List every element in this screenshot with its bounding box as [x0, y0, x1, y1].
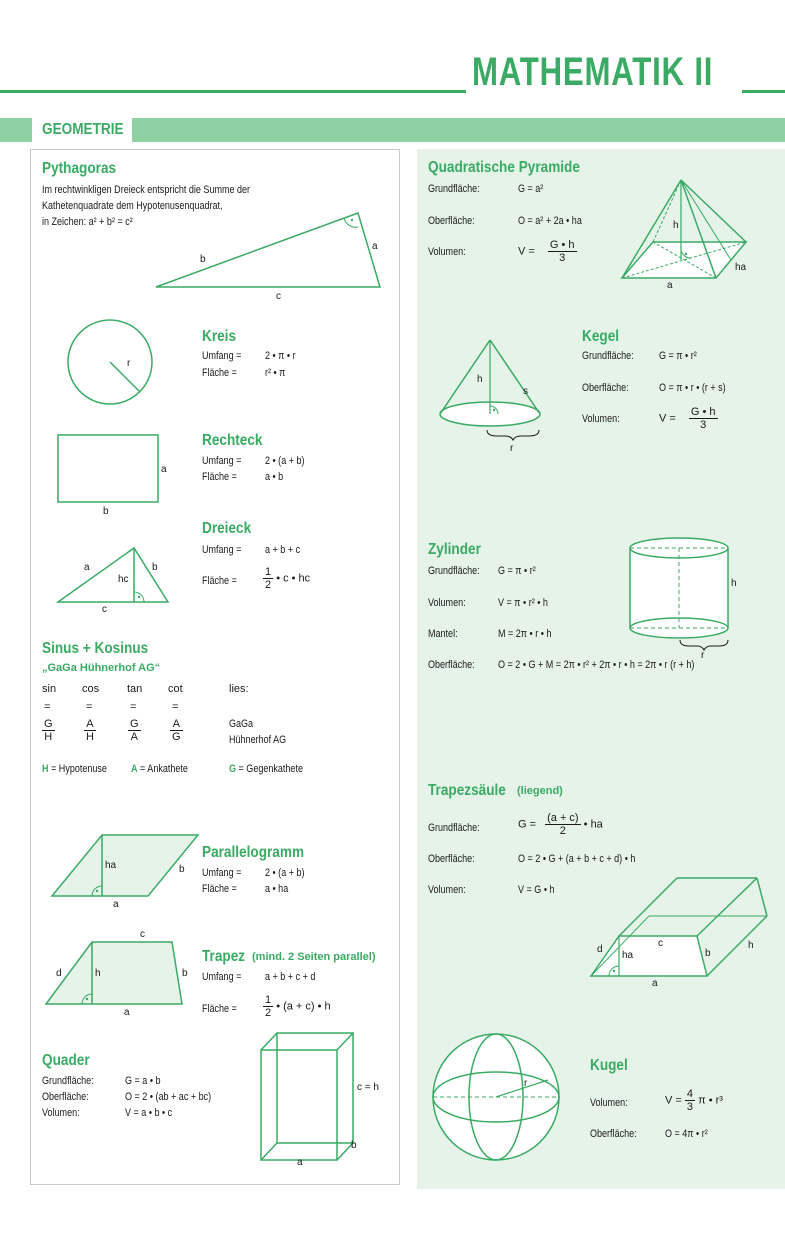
dreieck-frac-den: 2 — [265, 579, 272, 591]
parallelogramm-label-b: b — [179, 864, 185, 875]
trapezsaeule-g-num: (a + c) — [547, 812, 579, 824]
dreieck-flaeche-rest: • c • hc — [276, 572, 311, 585]
trapezsaeule-label-a: a — [652, 978, 658, 989]
trapezsaeule-title: Trapezsäule — [428, 782, 506, 799]
trapezsaeule-o-value: O = 2 • G + (a + b + c + d) • h — [518, 853, 636, 865]
dreieck-label-c: c — [102, 604, 107, 615]
trapezsaeule-o-label: Oberfläche: — [428, 853, 475, 865]
zylinder-m-label: Mantel: — [428, 628, 458, 640]
cos-head: cos — [82, 683, 100, 695]
sin-eq: = — [44, 701, 51, 713]
quader-label-c: c = h — [357, 1082, 379, 1093]
trapez-frac-den: 2 — [265, 1007, 272, 1019]
pyramide-label-a: a — [667, 280, 673, 291]
zylinder-title: Zylinder — [428, 541, 481, 558]
dreieck-label-b: b — [152, 562, 158, 573]
pythagoras-triangle — [150, 205, 390, 305]
tan-den: A — [130, 731, 138, 743]
zylinder-g-value: G = π • r² — [498, 565, 536, 577]
trapezsaeule-g-formula — [518, 812, 603, 837]
sinus-title: Sinus + Kosinus — [42, 640, 149, 657]
pyramide-o-value: O = a² + 2a • ha — [518, 215, 582, 227]
tan-head: tan — [127, 683, 143, 695]
dreieck-label-a: a — [84, 562, 90, 573]
pythagoras-formula: in Zeichen: a² + b² = c² — [42, 216, 133, 228]
trapez-heading — [202, 948, 376, 966]
legend-g — [229, 763, 303, 775]
kegel-v-label: Volumen: — [582, 413, 620, 425]
trapezsaeule-figure — [585, 872, 775, 992]
lies-2: Hühnerhof AG — [229, 734, 287, 746]
legend-h-key: H — [42, 763, 49, 775]
kugel-label-r: r — [524, 1078, 528, 1089]
trapez-label-d: d — [56, 968, 62, 979]
cos-den: H — [86, 731, 94, 743]
tan-eq: = — [130, 701, 137, 713]
trapez-flaeche-rest: • (a + c) • h — [276, 1000, 331, 1013]
cot-num: A — [170, 718, 183, 731]
zylinder-o-value: O = 2 • G + M = 2π • r² + 2π • r • h = 2π • r (r + h) — [498, 659, 695, 671]
kegel-v-den: 3 — [700, 419, 707, 431]
tan-frac — [128, 718, 141, 743]
kegel-label-r: r — [510, 443, 514, 454]
kugel-v-formula — [665, 1088, 723, 1113]
parallelogramm-figure — [48, 828, 208, 910]
tan-num: G — [130, 718, 139, 730]
lies-1: GaGa — [229, 718, 254, 730]
pyramide-v-formula — [518, 239, 577, 264]
trapez-umfang-value: a + b + c + d — [265, 971, 316, 983]
kugel-v-den: 3 — [686, 1101, 694, 1113]
kugel-figure — [428, 1030, 568, 1166]
cot-den: G — [172, 731, 181, 743]
trapez-flaeche-label: Fläche = — [202, 1003, 237, 1015]
sinus-subtitle: „GaGa Hühnerhof AG“ — [42, 662, 161, 674]
kegel-v-num: G • h — [690, 406, 716, 418]
pyramide-label-ha: ha — [735, 262, 747, 273]
legend-g-value: = Gegenkathete — [238, 763, 303, 775]
pyramide-o-label: Oberfläche: — [428, 215, 475, 227]
dreieck-flaeche-label: Fläche = — [202, 575, 237, 587]
kegel-o-label: Oberfläche: — [582, 382, 629, 394]
zylinder-o-label: Oberfläche: — [428, 659, 475, 671]
kegel-o-value: O = π • r • (r + s) — [659, 382, 726, 394]
cot-eq: = — [172, 701, 179, 713]
trapez-label-c: c — [140, 929, 145, 940]
parallelogramm-umfang-value: 2 • (a + b) — [265, 867, 305, 879]
dreieck-title: Dreieck — [202, 520, 252, 537]
dreieck-flaeche-formula — [263, 566, 310, 591]
trapezsaeule-heading — [428, 782, 563, 800]
trapezsaeule-v-value: V = G • h — [518, 884, 555, 896]
zylinder-figure — [625, 530, 745, 660]
kugel-o-label: Oberfläche: — [590, 1128, 637, 1140]
kegel-label-h: h — [477, 374, 483, 385]
rechteck-umfang-label: Umfang = — [202, 455, 242, 467]
quader-label-b: b — [351, 1140, 357, 1151]
trapezsaeule-g-den: 2 — [559, 825, 566, 837]
pyramide-g-value: G = a² — [518, 183, 544, 195]
kegel-figure — [435, 330, 555, 458]
header-rule-right — [742, 90, 785, 93]
kreis-title: Kreis — [202, 328, 237, 345]
quader-v-label: Volumen: — [42, 1107, 80, 1119]
rechteck-label-b: b — [103, 506, 109, 517]
kreis-umfang-value: 2 • π • r — [265, 350, 296, 362]
legend-a-value: = Ankathete — [140, 763, 188, 775]
trapez-frac-num: 1 — [265, 994, 272, 1006]
lies-head: lies: — [229, 683, 249, 695]
pythagoras-text-1: Im rechtwinkligen Dreieck entspricht die Summe der — [42, 184, 251, 196]
quader-title: Quader — [42, 1052, 90, 1069]
trapez-label-b: b — [182, 968, 188, 979]
kugel-title: Kugel — [590, 1057, 628, 1074]
kegel-label-s: s — [523, 386, 528, 397]
trapezsaeule-g-label: Grundfläche: — [428, 822, 480, 834]
rechteck-flaeche-value: a • b — [265, 471, 284, 483]
kegel-v-pre: V = — [659, 412, 676, 425]
trapez-umfang-label: Umfang = — [202, 971, 242, 983]
header-rule-left — [0, 90, 466, 93]
trapezsaeule-label-d: d — [597, 944, 603, 955]
dreieck-frac-num: 1 — [265, 566, 272, 578]
kugel-v-rest: π • r³ — [698, 1094, 723, 1107]
zylinder-v-value: V = π • r² • h — [498, 597, 548, 609]
dreieck-umfang-value: a + b + c — [265, 544, 301, 556]
quader-g-label: Grundfläche: — [42, 1075, 94, 1087]
cos-eq: = — [86, 701, 93, 713]
quader-v-value: V = a • b • c — [125, 1107, 173, 1119]
pyramide-title: Quadratische Pyramide — [428, 159, 580, 176]
zylinder-m-value: M = 2π • r • h — [498, 628, 552, 640]
dreieck-umfang-label: Umfang = — [202, 544, 242, 556]
section-title: GEOMETRIE — [42, 121, 124, 138]
trapezsaeule-label-b: b — [705, 948, 711, 959]
kegel-v-formula — [659, 406, 718, 431]
pythagoras-label-b: b — [200, 254, 206, 265]
pyramide-v-pre: V = — [518, 245, 535, 258]
kugel-v-num: 4 — [686, 1088, 694, 1100]
parallelogramm-flaeche-value: a • ha — [265, 883, 289, 895]
dreieck-figure — [50, 540, 180, 615]
rechteck-umfang-value: 2 • (a + b) — [265, 455, 305, 467]
zylinder-v-label: Volumen: — [428, 597, 466, 609]
zylinder-label-h: h — [731, 578, 737, 589]
quader-label-a: a — [297, 1157, 303, 1168]
zylinder-label-r: r — [701, 650, 705, 660]
trapezsaeule-label-c: c — [658, 938, 663, 949]
kreis-figure — [65, 318, 155, 408]
pyramide-v-den: 3 — [559, 252, 566, 264]
pyramide-label-h: h — [673, 220, 679, 231]
trapezsaeule-g-pre: G = — [518, 818, 537, 831]
rechteck-figure — [55, 430, 175, 520]
legend-h-value: = Hypotenuse — [51, 763, 107, 775]
kreis-flaeche-label: Fläche = — [202, 367, 237, 379]
trapezsaeule-v-label: Volumen: — [428, 884, 466, 896]
pyramide-v-num: G • h — [549, 239, 575, 251]
legend-h — [42, 763, 107, 775]
dreieck-label-h: hc — [118, 574, 129, 585]
cos-num: A — [84, 718, 96, 731]
trapez-note: (mind. 2 Seiten parallel) — [252, 951, 376, 963]
kegel-g-value: G = π • r² — [659, 350, 697, 362]
trapez-figure — [40, 926, 200, 1018]
trapezsaeule-note: (liegend) — [517, 785, 563, 797]
trapezsaeule-label-ha: ha — [622, 950, 634, 961]
pyramide-g-label: Grundfläche: — [428, 183, 480, 195]
kegel-title: Kegel — [582, 328, 620, 345]
parallelogramm-title: Parallelogramm — [202, 844, 305, 861]
legend-a-key: A — [131, 763, 138, 775]
pythagoras-label-a: a — [372, 241, 378, 252]
parallelogramm-flaeche-label: Fläche = — [202, 883, 237, 895]
kugel-o-value: O = 4π • r² — [665, 1128, 708, 1140]
quader-o-value: O = 2 • (ab + ac + bc) — [125, 1091, 212, 1103]
cos-frac — [84, 718, 96, 743]
legend-g-key: G — [229, 763, 237, 775]
zylinder-g-label: Grundfläche: — [428, 565, 480, 577]
rechteck-label-a: a — [161, 464, 167, 475]
pythagoras-label-c: c — [276, 291, 281, 302]
trapez-label-h: h — [95, 968, 101, 979]
parallelogramm-umfang-label: Umfang = — [202, 867, 242, 879]
trapez-title: Trapez — [202, 948, 246, 965]
kreis-umfang-label: Umfang = — [202, 350, 242, 362]
trapezsaeule-g-rest: • ha — [583, 818, 603, 831]
page-title: MATHEMATIK II — [472, 50, 714, 94]
sin-head: sin — [42, 683, 57, 695]
parallelogramm-label-h: ha — [105, 860, 117, 871]
quader-figure — [255, 1028, 385, 1170]
quader-g-value: G = a • b — [125, 1075, 161, 1087]
trapezsaeule-label-h: h — [748, 940, 754, 951]
kreis-label-r: r — [127, 358, 131, 369]
quader-o-label: Oberfläche: — [42, 1091, 89, 1103]
cot-frac — [170, 718, 183, 743]
trapez-label-a: a — [124, 1007, 130, 1018]
pythagoras-title: Pythagoras — [42, 160, 117, 177]
legend-a — [131, 763, 188, 775]
kreis-flaeche-value: r² • π — [265, 367, 286, 379]
trapez-flaeche-formula — [263, 994, 331, 1019]
rechteck-title: Rechteck — [202, 432, 263, 449]
pythagoras-text-2: Kathetenquadrate dem Hypotenusenquadrat, — [42, 200, 223, 212]
parallelogramm-label-a: a — [113, 899, 119, 910]
pyramide-figure — [615, 172, 765, 292]
sin-frac — [42, 718, 55, 743]
cot-head: cot — [168, 683, 183, 695]
rechteck-flaeche-label: Fläche = — [202, 471, 237, 483]
sin-den: H — [44, 731, 53, 743]
kugel-v-pre: V = — [665, 1094, 682, 1107]
pyramide-v-label: Volumen: — [428, 246, 466, 258]
kugel-v-label: Volumen: — [590, 1097, 628, 1109]
sin-num: G — [44, 718, 53, 730]
kegel-g-label: Grundfläche: — [582, 350, 634, 362]
